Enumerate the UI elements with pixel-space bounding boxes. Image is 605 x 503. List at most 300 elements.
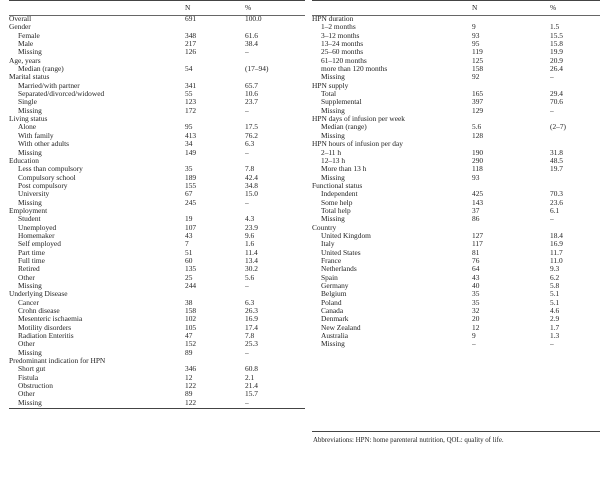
row-label: Missing xyxy=(18,198,42,207)
row-percent-value: 18.4 xyxy=(550,231,563,240)
row-n-value xyxy=(472,15,550,23)
row-label: Alone xyxy=(18,123,37,132)
table-row xyxy=(9,257,305,265)
row-label: Functional status xyxy=(312,181,363,190)
row-n-value: 9 xyxy=(472,332,476,341)
table-row xyxy=(9,307,305,315)
row-percent-value: – xyxy=(245,398,249,407)
row-label: Missing xyxy=(18,106,42,115)
row-label: 2–11 h xyxy=(321,148,342,157)
row-percent-value: 13.4 xyxy=(245,256,258,265)
row-label: Missing xyxy=(321,73,345,82)
category-heading-row xyxy=(9,290,305,298)
row-percent-value: 23.7 xyxy=(245,98,258,107)
row-label: Belgium xyxy=(321,290,347,299)
row-label: United States xyxy=(321,248,361,257)
row-n-value: 123 xyxy=(185,98,197,107)
table-row xyxy=(9,249,305,257)
row-n-value: 37 xyxy=(472,206,480,215)
row-n-value: 76 xyxy=(472,256,480,265)
row-n-value: 38 xyxy=(185,298,193,307)
row-percent-value xyxy=(245,115,305,123)
table-row xyxy=(9,132,305,140)
row-n-value: 86 xyxy=(472,215,480,224)
row-percent-value: 19.7 xyxy=(550,165,563,174)
row-label: Short gut xyxy=(18,365,46,374)
row-percent-value: 6.3 xyxy=(245,140,255,149)
table-row xyxy=(312,107,600,115)
table-row xyxy=(9,182,305,190)
row-percent-value: – xyxy=(550,215,554,224)
category-heading-row xyxy=(9,357,305,365)
category-heading-row xyxy=(9,115,305,123)
row-label: Denmark xyxy=(321,315,349,324)
table-row xyxy=(312,132,600,140)
row-n-value: 20 xyxy=(472,315,480,324)
header-row xyxy=(9,1,305,15)
row-n-value: 397 xyxy=(472,98,484,107)
row-percent-value: 19.9 xyxy=(550,48,563,57)
row-label: 25–60 months xyxy=(321,48,364,57)
row-n-value: 93 xyxy=(472,31,480,40)
row-percent-value: – xyxy=(550,340,554,349)
table-row xyxy=(9,340,305,348)
table-row xyxy=(9,65,305,73)
row-label: Full time xyxy=(18,256,45,265)
row-percent-value: 70.3 xyxy=(550,190,563,199)
row-percent-value: 30.2 xyxy=(245,265,258,274)
row-percent-value xyxy=(245,157,305,165)
row-n-value: 290 xyxy=(472,156,484,165)
table-row xyxy=(312,265,600,273)
table-row xyxy=(312,215,600,223)
table-row xyxy=(9,265,305,273)
row-n-value xyxy=(185,23,245,31)
table-row xyxy=(312,207,600,215)
row-n-value: 67 xyxy=(185,190,193,199)
row-percent-value: 48.5 xyxy=(550,156,563,165)
row-n-value xyxy=(472,115,550,123)
row-percent-value: 6.3 xyxy=(245,298,255,307)
row-n-value: 35 xyxy=(185,165,193,174)
row-n-value: 12 xyxy=(185,373,193,382)
row-n-value xyxy=(472,82,550,90)
header-rule xyxy=(312,15,600,16)
row-n-value: 217 xyxy=(185,40,197,49)
row-percent-value: 21.4 xyxy=(245,382,258,391)
row-percent-value: 15.5 xyxy=(550,31,563,40)
row-n-value: 40 xyxy=(472,282,480,290)
table-row xyxy=(312,32,600,40)
row-percent-value: 11.7 xyxy=(550,248,563,257)
row-n-value xyxy=(472,224,550,232)
table-row xyxy=(9,98,305,106)
row-n-value xyxy=(185,157,245,165)
row-percent-value: – xyxy=(245,198,249,207)
row-label: Italy xyxy=(321,240,335,249)
row-n-value: 348 xyxy=(185,31,197,40)
category-heading-row xyxy=(312,115,600,123)
row-label: HPN hours of infusion per day xyxy=(312,140,403,149)
row-percent-value: 6.1 xyxy=(550,206,560,215)
row-percent-value: – xyxy=(245,48,249,57)
row-label: Missing xyxy=(18,348,42,357)
table-row xyxy=(9,382,305,390)
row-label: Missing xyxy=(321,173,345,182)
row-label: Unemployed xyxy=(18,223,57,232)
table-row xyxy=(312,315,600,323)
left-data-table xyxy=(9,1,305,407)
row-label: Some help xyxy=(321,198,353,207)
row-percent-value: 20.9 xyxy=(550,56,563,65)
row-label: Missing xyxy=(18,282,42,290)
category-heading-row xyxy=(9,73,305,81)
table-row xyxy=(312,174,600,182)
row-n-value: – xyxy=(472,340,476,349)
row-percent-value: 9.3 xyxy=(550,265,560,274)
table-row xyxy=(312,98,600,106)
row-percent-value: 11.0 xyxy=(550,256,563,265)
row-n-value: 35 xyxy=(472,290,480,299)
row-label: Gender xyxy=(9,23,31,32)
row-percent-value xyxy=(245,57,305,65)
row-label: Other xyxy=(18,390,35,399)
table-row xyxy=(312,190,600,198)
table-row xyxy=(312,240,600,248)
header-characteristic xyxy=(9,1,185,15)
row-percent-value: 1.5 xyxy=(550,23,560,32)
row-label: Overall xyxy=(9,15,32,23)
row-n-value xyxy=(185,57,245,65)
row-label: Employment xyxy=(9,206,48,215)
row-percent-value xyxy=(550,140,600,148)
row-percent-value: 5.1 xyxy=(550,298,560,307)
row-n-value: 19 xyxy=(185,215,193,224)
row-label: Motility disorders xyxy=(18,323,72,332)
row-percent-value: – xyxy=(550,106,554,115)
abbreviations-footnote: Abbreviations: HPN: home parenteral nutrition, QOL: quality of life. xyxy=(313,437,504,444)
row-n-value xyxy=(185,290,245,298)
footnote-rule xyxy=(312,431,600,432)
row-label: 12–13 h xyxy=(321,156,346,165)
row-n-value: 155 xyxy=(185,181,197,190)
row-n-value: 346 xyxy=(185,365,197,374)
row-label: More than 13 h xyxy=(321,165,367,174)
row-n-value: 89 xyxy=(185,348,193,357)
row-label: Predominant indication for HPN xyxy=(9,357,106,366)
row-n-value xyxy=(472,182,550,190)
row-label: United Kingdom xyxy=(321,231,371,240)
row-percent-value: 60.8 xyxy=(245,365,258,374)
row-label: Missing xyxy=(321,215,345,224)
row-percent-value: 23.6 xyxy=(550,198,563,207)
left-table-body xyxy=(9,15,305,407)
row-label: Less than compulsory xyxy=(18,165,83,174)
row-n-value: 105 xyxy=(185,323,197,332)
row-n-value: 60 xyxy=(185,256,193,265)
row-percent-value: 9.6 xyxy=(245,231,255,240)
row-percent-value: 17.4 xyxy=(245,323,258,332)
row-percent-value: 61.6 xyxy=(245,31,258,40)
row-label: HPN days of infusion per week xyxy=(312,115,405,124)
row-n-value: 128 xyxy=(472,131,484,140)
row-percent-value xyxy=(550,15,600,23)
row-n-value: 126 xyxy=(185,48,197,57)
row-n-value: 51 xyxy=(185,248,193,257)
table-row xyxy=(312,48,600,56)
row-percent-value xyxy=(245,207,305,215)
table-row xyxy=(9,123,305,131)
table-row xyxy=(312,90,600,98)
row-percent-value xyxy=(550,182,600,190)
header-characteristic xyxy=(312,1,472,15)
row-label: Student xyxy=(18,215,41,224)
row-percent-value: 4.3 xyxy=(245,215,255,224)
row-label: With other adults xyxy=(18,140,70,149)
row-percent-value: 26.3 xyxy=(245,307,258,316)
row-label: Missing xyxy=(321,340,345,349)
row-n-value: 425 xyxy=(472,190,484,199)
row-n-value: 158 xyxy=(185,307,197,316)
row-label: Missing xyxy=(18,398,42,407)
row-percent-value: 5.6 xyxy=(245,273,255,282)
row-percent-value: 5.8 xyxy=(550,282,560,290)
row-n-value: 122 xyxy=(185,398,197,407)
row-percent-value: 15.7 xyxy=(245,390,258,399)
row-n-value: 125 xyxy=(472,56,484,65)
category-heading-row xyxy=(312,224,600,232)
row-n-value: 95 xyxy=(185,123,193,132)
row-n-value: 81 xyxy=(472,248,480,257)
table-row xyxy=(312,299,600,307)
row-label: more than 120 months xyxy=(321,65,388,74)
row-n-value: 190 xyxy=(472,148,484,157)
table-row xyxy=(9,315,305,323)
table-row xyxy=(312,274,600,282)
row-percent-value: – xyxy=(245,348,249,357)
row-percent-value: 6.2 xyxy=(550,273,560,282)
row-label: Compulsory school xyxy=(18,173,76,182)
row-n-value: 119 xyxy=(472,48,483,57)
table-row xyxy=(9,274,305,282)
row-percent-value xyxy=(550,224,600,232)
row-percent-value xyxy=(550,115,600,123)
row-percent-value xyxy=(245,357,305,365)
table-row xyxy=(312,324,600,332)
row-n-value: 135 xyxy=(185,265,197,274)
row-n-value: 107 xyxy=(185,223,197,232)
row-n-value: 92 xyxy=(472,73,480,82)
left-table-panel xyxy=(9,0,305,409)
row-percent-value: 15.0 xyxy=(245,190,258,199)
row-percent-value: 7.8 xyxy=(245,332,255,341)
row-percent-value: – xyxy=(245,106,249,115)
table-row xyxy=(9,224,305,232)
right-table-body xyxy=(312,15,600,349)
row-label: Total xyxy=(321,90,337,99)
row-n-value: 47 xyxy=(185,332,193,341)
right-table-panel xyxy=(312,0,600,349)
row-percent-value xyxy=(245,73,305,81)
row-n-value: 129 xyxy=(472,106,484,115)
header-n: N xyxy=(472,3,478,12)
row-n-value: 64 xyxy=(472,265,480,274)
table-row xyxy=(9,107,305,115)
row-percent-value: 100.0 xyxy=(245,15,262,23)
row-percent-value: 16.9 xyxy=(550,240,563,249)
row-n-value: 25 xyxy=(185,273,193,282)
row-label: Spain xyxy=(321,273,338,282)
row-label: Fistula xyxy=(18,373,39,382)
category-heading-row xyxy=(312,182,600,190)
table-row xyxy=(312,257,600,265)
table-row xyxy=(312,199,600,207)
row-percent-value: 26.4 xyxy=(550,65,563,74)
table-row xyxy=(9,190,305,198)
row-label: Missing xyxy=(321,106,345,115)
row-n-value: 341 xyxy=(185,81,197,90)
table-row xyxy=(9,48,305,56)
row-n-value: 143 xyxy=(472,198,484,207)
category-heading-row xyxy=(9,23,305,31)
row-label: Part time xyxy=(18,248,45,257)
table-row xyxy=(9,374,305,382)
row-label: Marital status xyxy=(9,73,50,82)
table-row xyxy=(9,399,305,407)
row-label: Radiation Enteritis xyxy=(18,332,74,341)
table-row xyxy=(312,73,600,81)
table-row xyxy=(312,165,600,173)
row-percent-value: – xyxy=(245,148,249,157)
row-label: University xyxy=(18,190,50,199)
row-label: HPN supply xyxy=(312,81,349,90)
table-row xyxy=(9,240,305,248)
row-label: 1–2 months xyxy=(321,23,356,32)
row-n-value: 244 xyxy=(185,282,197,290)
row-percent-value: 42.4 xyxy=(245,173,258,182)
row-label: Female xyxy=(18,31,40,40)
table-row xyxy=(9,82,305,90)
row-label: Australia xyxy=(321,332,349,341)
row-percent-value: 29.4 xyxy=(550,90,563,99)
table-row xyxy=(312,340,600,348)
row-n-value xyxy=(185,357,245,365)
table-row xyxy=(9,365,305,373)
row-percent-value: 1.7 xyxy=(550,323,560,332)
row-label: Missing xyxy=(18,48,42,57)
row-n-value: 158 xyxy=(472,65,484,74)
table-row xyxy=(9,199,305,207)
row-label: Married/with partner xyxy=(18,81,80,90)
row-label: Separated/divorced/widowed xyxy=(18,90,105,99)
row-label: Other xyxy=(18,273,35,282)
row-n-value: 691 xyxy=(185,15,197,23)
row-percent-value: 10.6 xyxy=(245,90,258,99)
category-heading-row xyxy=(312,82,600,90)
row-n-value xyxy=(185,73,245,81)
table-row xyxy=(9,349,305,357)
row-percent-value: 16.9 xyxy=(245,315,258,324)
row-n-value: 127 xyxy=(472,231,484,240)
row-label: Country xyxy=(312,223,337,232)
row-label: Other xyxy=(18,340,35,349)
table-row xyxy=(312,232,600,240)
row-label: Retired xyxy=(18,265,40,274)
row-label: 13–24 months xyxy=(321,40,364,49)
row-label: Crohn disease xyxy=(18,307,60,316)
header-n: N xyxy=(185,3,191,12)
row-percent-value: – xyxy=(245,282,249,290)
header-row xyxy=(312,1,600,15)
row-n-value: 32 xyxy=(472,307,480,316)
row-percent-value: 15.8 xyxy=(550,40,563,49)
row-label: 61–120 months xyxy=(321,56,367,65)
row-n-value: 172 xyxy=(185,106,197,115)
row-label: Mesenteric ischaemia xyxy=(18,315,83,324)
row-percent-value: 1.6 xyxy=(245,240,255,249)
table-row xyxy=(9,299,305,307)
row-percent-value xyxy=(550,82,600,90)
row-percent-value xyxy=(245,290,305,298)
row-label: Self employed xyxy=(18,240,61,249)
row-n-value: 9 xyxy=(472,23,476,32)
row-n-value xyxy=(472,140,550,148)
row-n-value: 95 xyxy=(472,40,480,49)
table-row xyxy=(312,23,600,31)
table-row xyxy=(9,282,305,290)
table-row xyxy=(9,149,305,157)
table-row xyxy=(9,390,305,398)
row-percent-value: 2.9 xyxy=(550,315,560,324)
row-label: Total help xyxy=(321,206,351,215)
row-percent-value: 34.8 xyxy=(245,181,258,190)
row-n-value: 12 xyxy=(472,323,480,332)
row-label: Obstruction xyxy=(18,382,53,391)
table-row xyxy=(312,307,600,315)
row-n-value: 43 xyxy=(472,273,480,282)
row-label: Male xyxy=(18,40,34,49)
table-row xyxy=(312,157,600,165)
row-label: Single xyxy=(18,98,37,107)
table-row xyxy=(312,57,600,65)
row-n-value: 54 xyxy=(185,65,193,74)
row-label: Canada xyxy=(321,307,344,316)
table-row xyxy=(9,90,305,98)
row-percent-value xyxy=(550,174,600,182)
row-label: Post compulsory xyxy=(18,181,68,190)
right-data-table xyxy=(312,1,600,349)
header-rule xyxy=(9,15,305,16)
row-label: With family xyxy=(18,131,54,140)
row-percent-value: 7.8 xyxy=(245,165,255,174)
table-row xyxy=(312,149,600,157)
row-percent-value: 17.5 xyxy=(245,123,258,132)
table-row xyxy=(312,249,600,257)
row-label: HPN duration xyxy=(312,15,354,23)
row-label: Missing xyxy=(321,131,345,140)
row-n-value: 102 xyxy=(185,315,197,324)
row-label: New Zealand xyxy=(321,323,361,332)
row-label: Cancer xyxy=(18,298,39,307)
category-heading-row xyxy=(9,57,305,65)
row-n-value: 55 xyxy=(185,90,193,99)
row-percent-value: 11.4 xyxy=(245,248,258,257)
table-row xyxy=(312,290,600,298)
row-percent-value: 76.2 xyxy=(245,131,258,140)
row-label: Education xyxy=(9,156,39,165)
header-percent: % xyxy=(245,3,252,12)
table-row xyxy=(9,332,305,340)
